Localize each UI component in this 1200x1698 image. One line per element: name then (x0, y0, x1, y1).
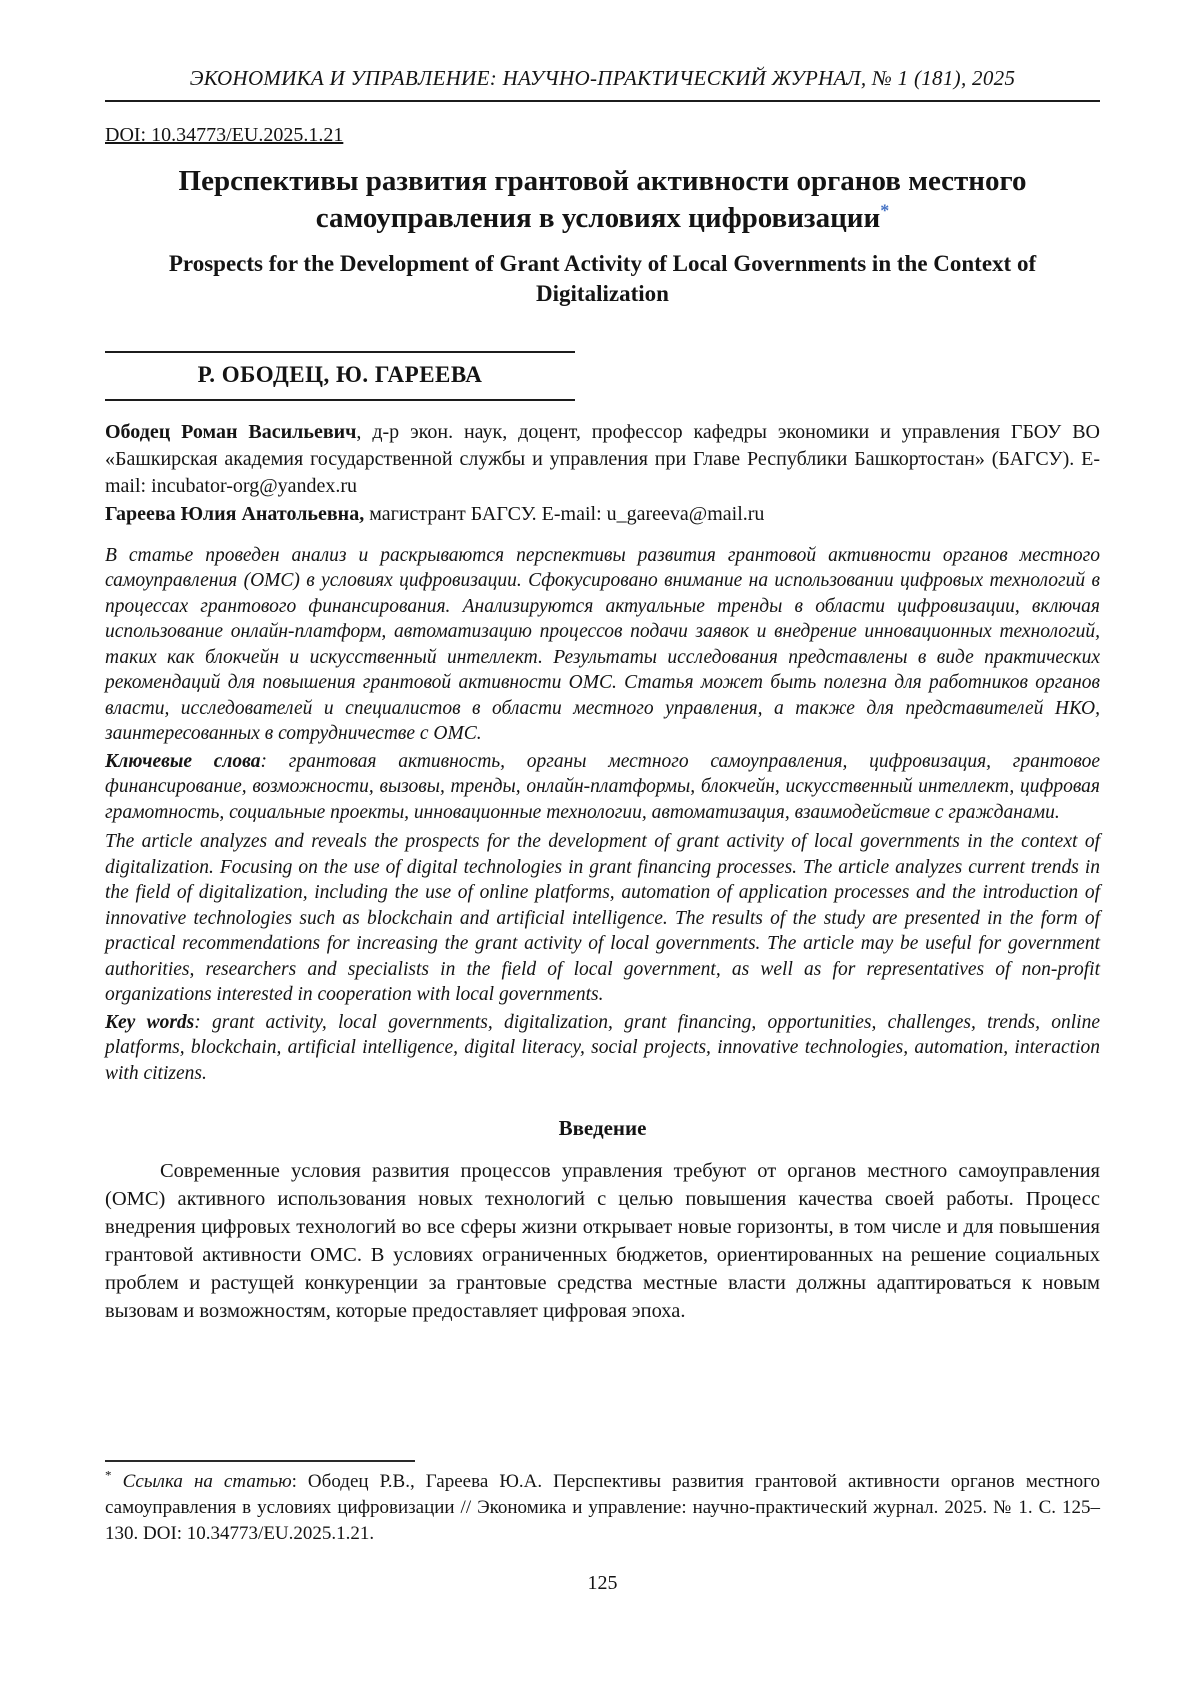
footnote-label: Ссылка на статью (122, 1471, 292, 1492)
introduction-paragraph: Современные условия развития процессов управления требуют от органов местного самоуправления (ОМС) активного использования новых технологий с целью повышения качества своей работы. Процесс внедрения цифровых технологий во все сферы жизни открывает новые горизонты, в том числе и для повышения грантовой активности ОМС. В условиях ограниченных бюджетов, ориентированных на решение социальных проблем и растущей конкуренции за грантовые средства местные власти должны адаптироваться к новым вызовам и возможностям, которые предоставляет цифровая эпоха. (105, 1160, 1100, 1323)
author-2-name: Гареева Юлия Анатольевна, (105, 502, 365, 525)
footnote-marker: * (105, 1467, 112, 1483)
section-heading-introduction: Введение (558, 1116, 647, 1141)
author-1-name: Ободец Роман Васильевич (105, 421, 357, 443)
keywords-english-text: : grant activity, local governments, digitalization, grant financing, opportunities, challenges, trends, online platforms, blockchain, artificial intelligence, digital literacy, social projects, innovative technologies, automation, interaction with citizens. (105, 1011, 1101, 1084)
footnote-citation (105, 1469, 1100, 1547)
footnote-divider (105, 1460, 415, 1462)
title-footnote-marker: * (880, 200, 890, 221)
authors-box (105, 351, 575, 401)
affiliations-block (105, 419, 1100, 528)
doi-text: DOI: 10.34773/EU.2025.1.21 (105, 124, 344, 146)
footnote-block (105, 1460, 1100, 1547)
author-1-details: , д-р экон. наук, доцент, профессор кафедры экономики и управления ГБОУ ВО «Башкирская академия государственной службы и управления при Главе Республики Башкортостан» (БАГСУ). E-mail: incubator-org@yandex.ru (105, 421, 1100, 498)
affiliation-author-1 (105, 419, 1100, 501)
abstract-russian: В статье проведен анализ и раскрываются перспективы развития грантовой активности органов местного самоуправления (ОМС) в условиях цифровизации. Сфокусировано внимание на использовании цифровых технологий в процессах грантового финансирования. Анализируются актуальные тренды в области цифровизации, включая использование онлайн-платформ, автоматизацию процессов подачи заявок и внедрение инновационных технологий, таких как блокчейн и искусственный интеллект. Результаты исследования представлены в виде практических рекомендаций для повышения грантовой активности ОМС. Статья может быть полезна для работников органов власти, исследователей и специалистов в области местного управления, а также для представителей НКО, заинтересованных в сотрудничестве с ОМС. (105, 544, 1100, 745)
affiliation-author-2 (105, 501, 1100, 528)
journal-running-head: ЭКОНОМИКА И УПРАВЛЕНИЕ: НАУЧНО-ПРАКТИЧЕСКИЙ ЖУРНАЛ, № 1 (181), 2025 (189, 66, 1016, 90)
keywords-russian-label: Ключевые слова (105, 750, 261, 772)
abstract-english: The article analyzes and reveals the prospects for the development of grant activity of local governments in the context of digitalization. Focusing on the use of digital technologies in grant financing processes. The article analyzes current trends in the field of digitalization, including the use of online platforms, automation of application processes and the introduction of innovative technologies such as blockchain and artificial intelligence. The results of the study are presented in the form of practical recommendations for increasing the grant activity of local governments. The article may be useful for government authorities, researchers and specialists in the field of local government, as well as for representatives of non-profit organizations interested in cooperation with local governments. (105, 831, 1100, 1006)
article-title-en: Prospects for the Development of Grant Activity of Local Governments in the Context of Digitalization (168, 251, 1037, 307)
article-title-ru-text: Перспективы развития грантовой активности органов местного самоуправления в условиях цифровизации (178, 165, 1027, 235)
keywords-russian (105, 749, 1100, 826)
authors-line: Р. ОБОДЕЦ, Ю. ГАРЕЕВА (197, 362, 483, 387)
keywords-russian-text: : грантовая активность, органы местного самоуправления, цифровизация, грантовое финансирование, возможности, вызовы, тренды, онлайн-платформы, блокчейн, искусственный интеллект, цифровая грамотность, социальные проекты, инновационные технологии, автоматизация, взаимодействие с гражданами. (105, 750, 1100, 823)
footnote-citation-text: : Ободец Р.В., Гареева Ю.А. Перспективы развития грантовой активности органов местного самоуправления в условиях цифровизации // Экономика и управление: научно-практический журнал. 2025. № 1. С. 125–130. DOI: 10.34773/EU.2025.1.21. (105, 1471, 1101, 1544)
keywords-english-label: Key words (105, 1011, 195, 1033)
page-number: 125 (587, 1572, 618, 1594)
author-2-details: магистрант БАГСУ. E-mail: u_gareeva@mail.ru (364, 502, 765, 525)
keywords-english (105, 1010, 1100, 1087)
article-title-ru (138, 163, 1068, 237)
